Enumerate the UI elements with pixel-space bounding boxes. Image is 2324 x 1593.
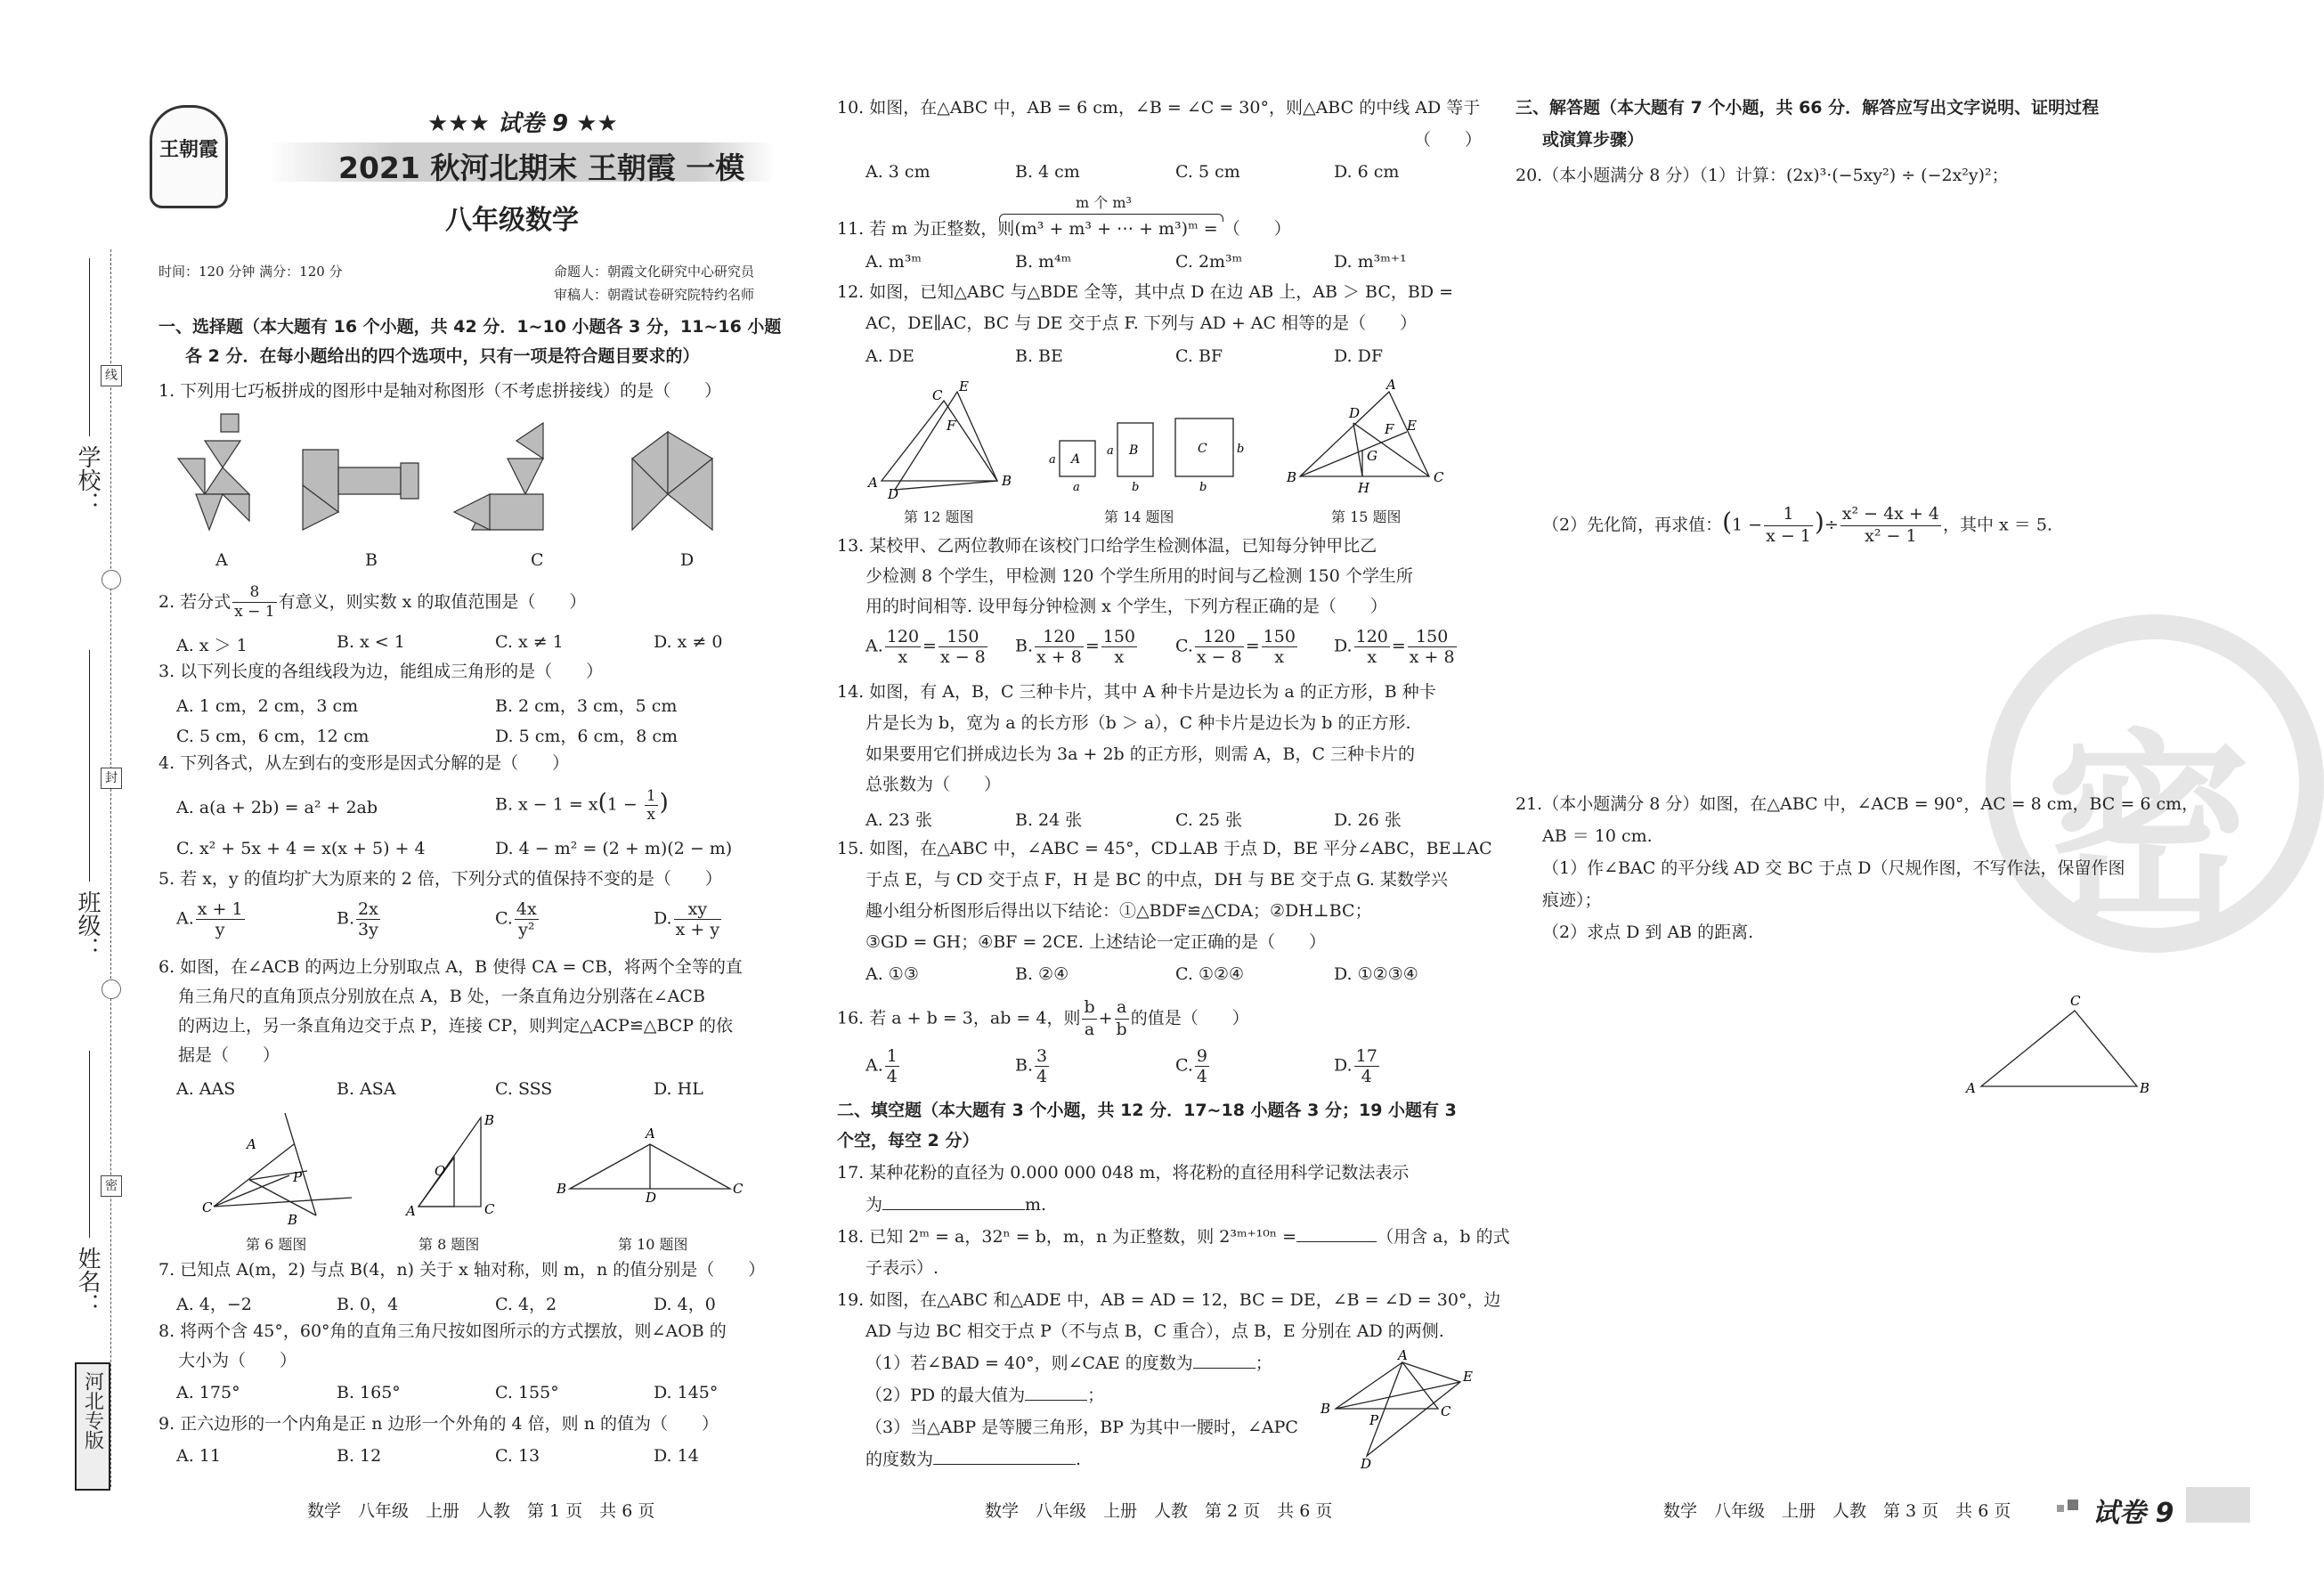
q14-line3: 如果要用它们拼成边长为 3a + 2b 的正方形，则需 A，B，C 三种卡片的: [865, 744, 1416, 764]
q18-line2: 子表示）.: [865, 1258, 939, 1278]
caption-figure-15: 第 15 题图: [1331, 508, 1402, 525]
q13-line3: 用的时间相等. 设甲每分钟检测 x 个学生，下列方程正确的是（ ）: [865, 597, 1387, 616]
q6-option-a: A. AAS: [176, 1079, 236, 1099]
svg-text:b: b: [1199, 481, 1207, 494]
q19-answer-blank-3[interactable]: [933, 1464, 1076, 1465]
q3-stem: 3. 以下列长度的各组线段为边，能组成三角形的是（ ）: [158, 662, 604, 681]
q5-option-a: A. $\frac{x + 1}{y}$: [176, 899, 243, 939]
q1-tangram-figures: [169, 405, 739, 548]
q12-option-a: A. DE: [865, 346, 914, 366]
watermark-seal: [1986, 614, 2324, 953]
q11-stem: 11. 若 m 为正整数，则(m³ + m³ + ⋯ + m³)ᵐ = （ ）: [837, 219, 1291, 239]
q15-line4: ③GD = GH；④BF = 2CE. 上述结论一定正确的是（ ）: [865, 932, 1326, 952]
section2-heading-line1: 二、填空题（本大题有 3 个小题，共 12 分．17~18 小题各 3 分；19 小题有 3: [837, 1101, 1457, 1120]
q17-line1: 17. 某种花粉的直径为 0.000 000 048 m，将花粉的直径用科学记数法表示: [837, 1163, 1410, 1183]
svg-text:A: A: [1398, 1347, 1408, 1363]
svg-text:C: C: [733, 1181, 744, 1197]
name-label: 姓名：: [74, 1247, 101, 1316]
q11-option-a: A. m³ᵐ: [865, 252, 922, 272]
caption-figure-10: 第 10 题图: [618, 1236, 688, 1253]
svg-text:A: A: [868, 475, 878, 491]
section2-heading-line2: 个空，每空 2 分）: [837, 1131, 979, 1150]
q4-option-c: C. x² + 5x + 4 = x(x + 5) + 4: [176, 839, 426, 858]
time-score: 时间：120 分钟 满分：120 分: [158, 264, 343, 280]
watermark-text: 密: [2046, 713, 2252, 951]
q19-line1: 19. 如图，在△ABC 和△ADE 中，AB = AD = 12，BC = DE，∠B = ∠D = 30°，边: [837, 1290, 1501, 1310]
svg-text:P: P: [1369, 1412, 1379, 1428]
punch-hole-icon: [102, 570, 121, 589]
svg-text:F: F: [1385, 421, 1394, 437]
q11-option-b: B. m⁴ᵐ: [1015, 252, 1072, 272]
q9-option-a: A. 11: [176, 1446, 221, 1466]
svg-text:C: C: [484, 1201, 495, 1217]
section3-heading-line1: 三、解答题（本大题有 7 个小题，共 66 分．解答应写出文字说明、证明过程: [1515, 98, 2100, 118]
svg-text:b: b: [1132, 481, 1140, 494]
q16-option-c: C. $\frac{9}{4}$: [1175, 1046, 1207, 1086]
q10-paren: （ ）: [1414, 130, 1483, 150]
q11-option-d: D. m³ᵐ⁺¹: [1334, 252, 1407, 272]
q19-line5: （3）当△ABP 是等腰三角形，BP 为其中一腰时，∠APC: [865, 1418, 1298, 1437]
q6-line1: 6. 如图，在∠ACB 的两边上分别取点 A，B 使得 CA = CB，将两个全等的直: [158, 957, 743, 977]
svg-text:G: G: [1367, 448, 1377, 464]
tangram-a-head: [221, 414, 239, 432]
q11-brace-label: m 个 m³: [1076, 194, 1132, 211]
svg-text:C: C: [1198, 442, 1207, 456]
q6-line3: 的两边上，另一条直角边交于点 P，连接 CP，则判定△ACP≌△BCP 的依: [178, 1016, 734, 1036]
q9-stem: 9. 正六边形的一个内角是正 n 边形一个外角的 4 倍，则 n 的值为（ ）: [158, 1414, 719, 1434]
q11-option-c: C. 2m³ᵐ: [1175, 252, 1243, 272]
q10-stem: 10. 如图，在△ABC 中，AB = 6 cm，∠B = ∠C = 30°，则△ABC 的中线 AD 等于: [837, 98, 1481, 118]
seal-feng: 封: [101, 768, 122, 789]
q14-line1: 14. 如图，有 A，B，C 三种卡片，其中 A 种卡片是边长为 a 的正方形，B 种卡: [837, 682, 1436, 702]
svg-text:A: A: [646, 1126, 655, 1142]
q3-option-c: C. 5 cm，6 cm，12 cm: [176, 727, 370, 746]
q14-option-d: D. 26 张: [1334, 810, 1402, 830]
q8-option-a: A. 175°: [176, 1383, 240, 1402]
q21-line3: （1）作∠BAC 的平分线 AD 交 BC 于点 D（尺规作图，不写作法，保留作图: [1542, 858, 2125, 878]
svg-text:B: B: [557, 1181, 567, 1197]
class-label: 班级：: [74, 890, 101, 960]
q1-option-a: A: [215, 550, 228, 570]
caption-figure-14: 第 14 题图: [1104, 508, 1174, 525]
svg-text:C: C: [2070, 993, 2081, 1009]
q7-stem: 7. 已知点 A(m，2) 与点 B(4，n) 关于 x 轴对称，则 m，n 的值分别是（ ）: [158, 1260, 766, 1280]
svg-text:B: B: [1129, 443, 1139, 458]
q2-option-c: C. x ≠ 1: [495, 632, 564, 652]
q6-line2: 角三角尺的直角顶点分别放在点 A，B 处，一条直角边分别落在∠ACB: [178, 987, 705, 1006]
svg-text:B: B: [1287, 469, 1297, 485]
figure-6: [200, 1109, 361, 1228]
school-label: 学校：: [74, 445, 101, 515]
logo-text: 王朝霞: [158, 139, 218, 161]
q14-option-a: A. 23 张: [865, 810, 933, 830]
q15-option-b: B. ②④: [1015, 964, 1069, 984]
footer-deco-icon: [2057, 1505, 2064, 1512]
q13-option-a: A. $\frac{120}{x}$ = $\frac{150}{x - 8}$: [865, 627, 986, 667]
q18-answer-blank[interactable]: [1296, 1241, 1377, 1242]
punch-hole-icon: [102, 979, 121, 999]
figure-14: [1046, 414, 1245, 494]
footer-page-1: 数学 八年级 上册 人教 第 1 页 共 6 页: [307, 1501, 655, 1521]
q1-option-c: C: [531, 550, 544, 570]
q7-option-a: A. 4，−2: [176, 1295, 252, 1314]
svg-text:a: a: [1073, 481, 1080, 494]
q12-option-b: B. BE: [1015, 346, 1063, 366]
q21-line1: 21.（本小题满分 8 分）如图，在△ABC 中，∠ACB = 90°，AC = 8 cm，BC = 6 cm，: [1515, 794, 2199, 814]
name-underline: [89, 1051, 90, 1238]
q14-line2: 片是长为 b，宽为 a 的长方形（b ＞ a），C 种卡片是边长为 b 的正方形.: [865, 713, 1411, 733]
author: 命题人：朝霞文化研究中心研究员: [554, 264, 755, 280]
q1-stem: 1. 下列用七巧板拼成的图形中是轴对称图形（不考虑拼接线）的是（ ）: [158, 381, 722, 401]
figure-8: [401, 1109, 508, 1224]
svg-text:B: B: [1320, 1401, 1331, 1417]
q13-line2: 少检测 8 个学生，甲检测 120 个学生所用的时间与乙检测 150 个学生所: [865, 566, 1413, 586]
svg-text:A: A: [1966, 1080, 1976, 1096]
q8-line1: 8. 将两个含 45°，60°角的直角三角尺按如图所示的方式摆放，则∠AOB 的: [158, 1321, 727, 1341]
caption-figure-8: 第 8 题图: [418, 1236, 480, 1253]
svg-text:C: C: [1441, 1403, 1451, 1419]
q15-option-d: D. ①②③④: [1334, 964, 1418, 984]
q12-line1: 12. 如图，已知△ABC 与△BDE 全等，其中点 D 在边 AB 上，AB ＞ BC，BD =: [837, 282, 1454, 302]
q12-line2: AC，DE∥AC，BC 与 DE 交于点 F. 下列与 AD + AC 相等的是（ ）: [865, 313, 1418, 333]
q17-line2: 为 m.: [865, 1195, 1047, 1215]
svg-text:B: B: [484, 1112, 495, 1128]
q21-line2: AB ＝ 10 cm.: [1542, 826, 1653, 846]
q6-line4: 据是（ ）: [178, 1045, 280, 1065]
q2-option-b: B. x < 1: [337, 632, 405, 652]
publisher-logo: [150, 105, 228, 208]
q6-option-c: C. SSS: [495, 1079, 553, 1099]
seal-xian: 线: [101, 365, 122, 386]
q16-option-a: A. $\frac{1}{4}$: [865, 1046, 898, 1086]
section1-heading-line1: 一、选择题（本大题有 16 个小题，共 42 分．1~10 小题各 3 分，11~16 小题: [158, 317, 782, 337]
q13-option-b: B. $\frac{120}{x + 8}$ = $\frac{150}{x}$: [1015, 627, 1136, 667]
q14-line4: 总张数为（ ）: [865, 775, 1002, 794]
q15-option-c: C. ①②④: [1175, 964, 1245, 984]
svg-text:a: a: [1049, 453, 1056, 467]
q2-stem: 2. 若分式 $\frac{8}{x - 1}$ 有意义，则实数 x 的取值范围是（ ）: [158, 583, 587, 622]
q8-option-c: C. 155°: [495, 1383, 559, 1402]
footer-page-2: 数学 八年级 上册 人教 第 2 页 共 6 页: [985, 1501, 1333, 1521]
q19-line2: AD 与边 BC 相交于点 P（不与点 B，C 重合），点 B，E 分别在 AD 的两侧.: [865, 1321, 1444, 1341]
q10-option-a: A. 3 cm: [865, 162, 930, 182]
class-underline: [89, 650, 90, 882]
subject-title: 八年级数学: [445, 205, 579, 236]
q3-option-a: A. 1 cm，2 cm，3 cm: [176, 696, 359, 716]
reviewer: 审稿人：朝霞试卷研究院特约名师: [554, 287, 755, 303]
figure-19: [1318, 1347, 1474, 1472]
q4-option-a: A. a(a + 2b) = a² + 2ab: [176, 798, 378, 817]
svg-text:D: D: [1361, 1456, 1372, 1472]
caption-figure-12: 第 12 题图: [904, 508, 974, 525]
q12-option-c: C. BF: [1175, 346, 1223, 366]
q13-line1: 13. 某校甲、乙两位教师在该校门口给学生检测体温，已知每分钟甲比乙: [837, 536, 1377, 556]
figure-10: [557, 1122, 752, 1206]
q10-option-d: D. 6 cm: [1334, 162, 1400, 182]
q14-option-c: C. 25 张: [1175, 810, 1243, 830]
svg-text:H: H: [1358, 480, 1370, 496]
seal-mi: 密: [101, 1175, 122, 1197]
q21-line4: 痕迹）；: [1542, 890, 1602, 910]
q13-option-c: C. $\frac{120}{x - 8}$ = $\frac{150}{x}$: [1175, 627, 1296, 667]
svg-text:B: B: [2140, 1080, 2150, 1096]
q4-option-d: D. 4 − m² = (2 + m)(2 − m): [495, 839, 733, 858]
q10-option-c: C. 5 cm: [1175, 162, 1240, 182]
q3-option-d: D. 5 cm，6 cm，8 cm: [495, 727, 678, 746]
q5-option-b: B. $\frac{2x}{3y}$: [337, 899, 378, 939]
q9-option-b: B. 12: [337, 1446, 382, 1466]
region-label: 河北专版: [81, 1371, 104, 1450]
q17-answer-blank[interactable]: [882, 1209, 1025, 1210]
q8-option-d: D. 145°: [654, 1383, 719, 1402]
q19-answer-blank-1[interactable]: [1193, 1368, 1255, 1369]
svg-text:D: D: [1349, 405, 1361, 421]
q2-option-a: A. x ＞ 1: [176, 636, 248, 655]
footer-tab: [2186, 1487, 2250, 1523]
svg-text:A: A: [1386, 377, 1396, 393]
q20-line1: 20.（本小题满分 8 分）（1）计算：(2x)³·(−5xy²) ÷ (−2x²y)²；: [1515, 166, 2009, 185]
school-underline: [89, 258, 90, 436]
q20-line2: （2）先化简，再求值：(1 − $\frac{1}{x - 1}$ )÷ $\frac{\text{x² − 4x + 4}}{\text{x² − 1}}$ ，其中 x ＝ 5.: [1542, 504, 2052, 546]
q4-option-b: B. x − 1 = x(1 − $\frac{1}{x}$ ): [495, 787, 669, 824]
section3-heading-line2: 或演算步骤）: [1542, 130, 1645, 150]
svg-text:B: B: [288, 1212, 298, 1228]
q16-stem: 16. 若 a + b = 3，ab = 4，则 $\frac{b}{a}$ + $\frac{a}{b}$ 的值是（ ）: [837, 997, 1249, 1039]
region-box: [75, 1362, 110, 1491]
q4-stem: 4. 下列各式，从左到右的变形是因式分解的是（ ）: [158, 753, 570, 773]
q1-option-d: D: [680, 550, 695, 570]
svg-text:O: O: [435, 1163, 446, 1179]
svg-text:A: A: [406, 1203, 416, 1219]
q6-option-b: B. ASA: [337, 1079, 396, 1099]
q6-option-d: D. HL: [654, 1079, 703, 1099]
q14-option-b: B. 24 张: [1015, 810, 1083, 830]
svg-text:D: D: [646, 1190, 657, 1206]
q7-option-d: D. 4，0: [654, 1295, 716, 1314]
q9-option-c: C. 13: [495, 1446, 540, 1466]
q5-option-d: D. $\frac{xy}{x + y}$: [654, 899, 720, 939]
q8-line2: 大小为（ ）: [178, 1351, 297, 1370]
q3-option-b: B. 2 cm，3 cm，5 cm: [495, 696, 678, 716]
svg-text:E: E: [1463, 1369, 1473, 1385]
figure-21: [1963, 993, 2159, 1100]
q5-option-c: C. $\frac{4x}{\text{y²}}$: [495, 899, 537, 939]
paper-tag: ★★★ 试卷 9 ★★: [427, 110, 618, 137]
q15-line3: 趣小组分析图形后得出以下结论：①△BDF≌△CDA；②DH⊥BC；: [865, 901, 1372, 921]
q16-option-d: D. $\frac{17}{4}$: [1334, 1046, 1377, 1086]
q19-answer-blank-2[interactable]: [1025, 1400, 1087, 1401]
footer-page-3: 数学 八年级 上册 人教 第 3 页 共 6 页: [1663, 1501, 2011, 1521]
svg-text:E: E: [959, 378, 969, 394]
figure-12: [868, 378, 1020, 502]
svg-text:B: B: [1002, 473, 1012, 489]
q13-option-d: D. $\frac{120}{x}$ = $\frac{150}{x + 8}$: [1334, 627, 1455, 667]
q5-stem: 5. 若 x，y 的值均扩大为原来的 2 倍，下列分式的值保持不变的是（ ）: [158, 869, 722, 889]
q15-option-a: A. ①③: [865, 964, 919, 984]
q19-line4: （2）PD 的最大值为 ；: [865, 1386, 1105, 1405]
caption-figure-6: 第 6 题图: [246, 1236, 307, 1253]
q19-line3: （1）若∠BAD = 40°，则∠CAE 的度数为 ；: [865, 1353, 1272, 1373]
svg-text:b: b: [1237, 443, 1245, 456]
q7-option-b: B. 0，4: [337, 1295, 399, 1314]
binding-dashed-line: [110, 249, 111, 1487]
svg-text:A: A: [1071, 452, 1081, 467]
svg-text:P: P: [293, 1169, 303, 1185]
svg-text:A: A: [247, 1136, 256, 1152]
footer-paper-tag: 试卷 9: [2092, 1498, 2174, 1529]
q16-option-b: B. $\frac{3}{4}$: [1015, 1046, 1048, 1086]
q18-line1: 18. 已知 2ᵐ = a，32ⁿ = b，m，n 为正整数，则 2³ᵐ⁺¹⁰ⁿ = （用含 a，b 的式: [837, 1227, 1510, 1247]
svg-text:C: C: [202, 1199, 213, 1215]
exam-title: 2021 秋河北期末 王朝霞 一模: [338, 150, 745, 185]
q2-option-d: D. x ≠ 0: [654, 632, 723, 652]
figure-15: [1287, 378, 1447, 499]
q1-option-b: B: [365, 550, 378, 570]
footer-deco-icon: [2068, 1500, 2078, 1510]
svg-text:F: F: [947, 418, 956, 434]
svg-text:D: D: [888, 486, 899, 502]
svg-text:a: a: [1107, 444, 1114, 458]
q7-option-c: C. 4，2: [495, 1295, 557, 1314]
svg-text:E: E: [1407, 418, 1417, 434]
q9-option-d: D. 14: [654, 1446, 699, 1466]
q21-line5: （2）求点 D 到 AB 的距离.: [1542, 922, 1754, 942]
q15-line2: 于点 E，与 CD 交于点 F，H 是 BC 的中点，DH 与 BE 交于点 G. 某数学兴: [865, 870, 1448, 890]
svg-text:C: C: [1434, 469, 1444, 485]
section1-heading-line2: 各 2 分．在每小题给出的四个选项中，只有一项是符合题目要求的）: [185, 346, 700, 366]
q8-option-b: B. 165°: [337, 1383, 401, 1402]
svg-text:C: C: [932, 387, 943, 403]
q12-option-d: D. DF: [1334, 346, 1384, 366]
q15-line1: 15. 如图，在△ABC 中，∠ABC = 45°，CD⊥AB 于点 D，BE 平分∠ABC，BE⊥AC: [837, 839, 1492, 858]
q10-option-b: B. 4 cm: [1015, 162, 1080, 182]
q19-line6: 的度数为 .: [865, 1450, 1082, 1469]
